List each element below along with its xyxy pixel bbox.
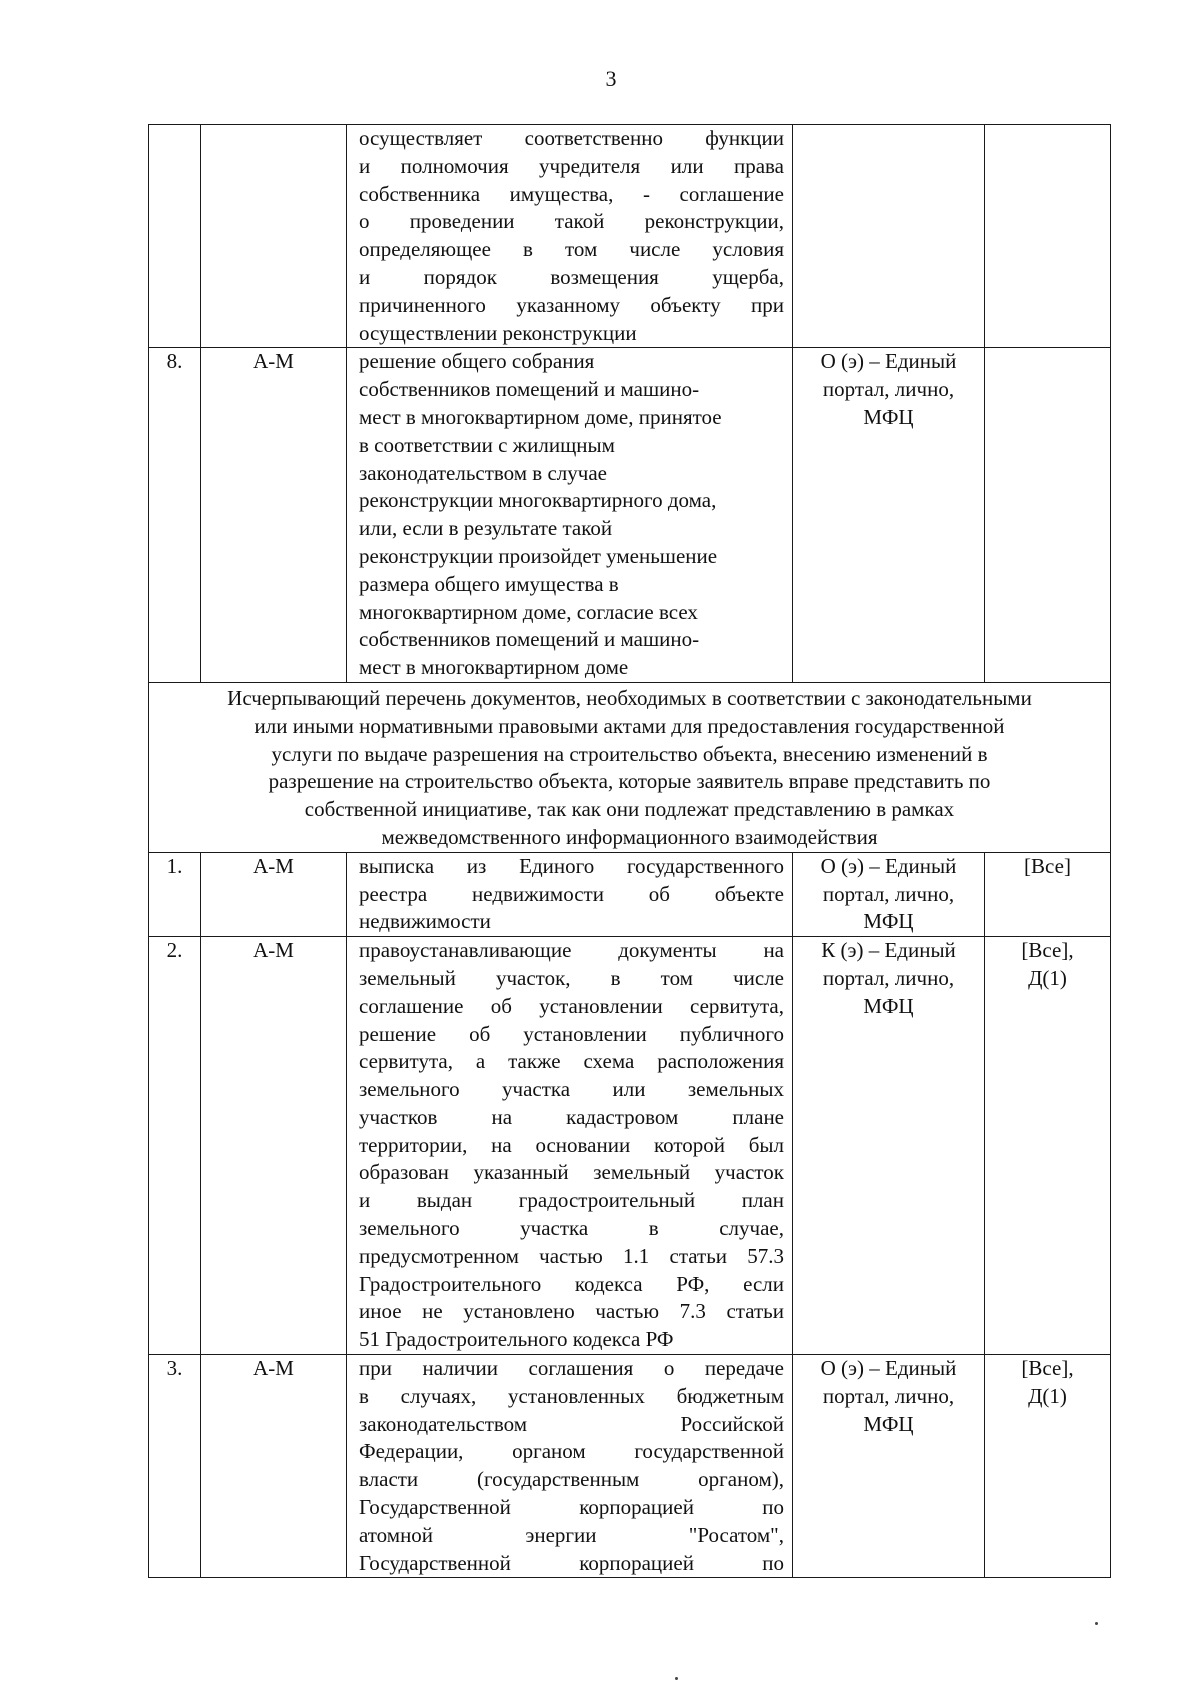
description-line: правоустанавливающие документы на (359, 938, 784, 963)
condition-line: [Все], (1021, 938, 1074, 963)
source-line: МФЦ (863, 909, 914, 934)
row-code: А-М (201, 1355, 347, 1578)
description-line: недвижимости (359, 909, 491, 934)
row-code: А-М (201, 937, 347, 1355)
source-line: МФЦ (863, 404, 914, 429)
description-line: решение об установлении публичного (359, 1021, 784, 1046)
table-row (149, 1355, 1111, 1578)
description-line: размера общего имущества в (359, 571, 619, 596)
source-line: портал, лично, (822, 1383, 955, 1408)
description-line: в случаях, установленных бюджетным (359, 1383, 784, 1408)
row-conditions (985, 852, 1111, 936)
row-conditions (985, 125, 1111, 348)
description-line: законодательством в случае (359, 460, 607, 485)
scan-speck (675, 1677, 678, 1680)
row-description (347, 125, 793, 348)
row-description (347, 348, 793, 683)
scan-speck (1095, 1622, 1098, 1625)
description-line: реконструкции произойдет уменьшение (359, 543, 718, 568)
description-line: о проведении такой реконструкции, (359, 209, 784, 234)
description-line: мест в многоквартирном доме, принятое (359, 404, 722, 429)
row-source (793, 937, 985, 1355)
description-line: в соответствии с жилищным (359, 432, 615, 457)
description-line: реконструкции многоквартирного дома, (359, 488, 717, 513)
heading-line: разрешение на строительство объекта, которые заявитель вправе представить по (268, 769, 991, 794)
description-line: собственников помещений и машино- (359, 377, 700, 402)
row-conditions (985, 348, 1111, 683)
source-line: портал, лично, (822, 881, 955, 906)
heading-line: Исчерпывающий перечень документов, необходимых в соответствии с законодательными (227, 685, 1032, 710)
description-line: Федерации, органом государственной (359, 1439, 784, 1464)
description-line: многоквартирном доме, согласие всех (359, 599, 698, 624)
heading-line: или иными нормативными правовыми актами для предоставления государственной (254, 713, 1005, 738)
row-number: 8. (149, 348, 201, 683)
description-line: осуществлении реконструкции (359, 320, 637, 345)
condition-line: Д(1) (1028, 965, 1067, 990)
condition-line: [Все], (1021, 1356, 1074, 1381)
description-line: земельный участок, в том числе (359, 965, 784, 990)
description-line: мест в многоквартирном доме (359, 655, 629, 680)
documents-table (148, 124, 1111, 1578)
description-line: причиненного указанному объекту при (359, 292, 784, 317)
row-number: 3. (149, 1355, 201, 1578)
table-row (149, 937, 1111, 1355)
source-line: О (э) – Единый (820, 853, 957, 878)
row-code: А-М (201, 348, 347, 683)
condition-line: [Все] (1024, 853, 1071, 878)
section-heading (149, 682, 1111, 852)
page-number: 3 (605, 66, 617, 91)
description-line: власти (государственным органом), (359, 1467, 784, 1492)
row-conditions (985, 937, 1111, 1355)
description-line: при наличии соглашения о передаче (359, 1356, 784, 1381)
description-line: сервитута, а также схема расположения (359, 1049, 784, 1074)
heading-line: услуги по выдаче разрешения на строительство объекта, внесению изменений в (271, 741, 988, 766)
condition-line: Д(1) (1028, 1383, 1067, 1408)
description-line: реестра недвижимости об объекте (359, 881, 784, 906)
row-source (793, 125, 985, 348)
heading-line: собственной инициативе, так как они подлежат представлению в рамках (304, 797, 955, 822)
row-description (347, 852, 793, 936)
description-line: атомной энергии "Росатом", (359, 1522, 784, 1547)
section-heading-row (149, 682, 1111, 852)
description-line: 51 Градостроительного кодекса РФ (359, 1327, 674, 1352)
source-line: портал, лично, (822, 377, 955, 402)
description-line: иное не установлено частью 7.3 статьи (359, 1299, 784, 1324)
row-source (793, 1355, 985, 1578)
row-code: А-М (201, 852, 347, 936)
description-line: решение общего собрания (359, 349, 595, 374)
description-line: и полномочия учредителя или права (359, 153, 784, 178)
description-line: земельного участка в случае, (359, 1216, 784, 1241)
description-line: Государственной корпорацией по (359, 1495, 784, 1520)
description-line: соглашение об установлении сервитута, (359, 993, 784, 1018)
description-line: определяющее в том числе условия (359, 237, 784, 262)
description-line: участков на кадастровом плане (359, 1104, 784, 1129)
description-line: выписка из Единого государственного (359, 853, 784, 878)
description-line: Градостроительного кодекса РФ, если (359, 1271, 784, 1296)
table-row (149, 125, 1111, 348)
row-description (347, 1355, 793, 1578)
row-number: 1. (149, 852, 201, 936)
source-line: МФЦ (863, 993, 914, 1018)
source-line: О (э) – Единый (820, 349, 957, 374)
description-line: собственника имущества, - соглашение (359, 181, 784, 206)
row-number (149, 125, 201, 348)
description-line: образован указанный земельный участок (359, 1160, 784, 1185)
source-line: МФЦ (863, 1411, 914, 1436)
source-line: О (э) – Единый (820, 1356, 957, 1381)
description-line: земельного участка или земельных (359, 1077, 784, 1102)
heading-line: межведомственного информационного взаимодействия (381, 824, 878, 849)
description-line: и выдан градостроительный план (359, 1188, 784, 1213)
source-line: портал, лично, (822, 965, 955, 990)
description-line: территории, на основании которой был (359, 1132, 784, 1157)
row-code (201, 125, 347, 348)
description-line: и порядок возмещения ущерба, (359, 264, 784, 289)
description-line: Государственной корпорацией по (359, 1550, 784, 1575)
row-source (793, 348, 985, 683)
description-line: собственников помещений и машино- (359, 627, 700, 652)
row-description (347, 937, 793, 1355)
description-line: осуществляет соответственно функции (359, 126, 784, 150)
table-row (149, 852, 1111, 936)
row-number: 2. (149, 937, 201, 1355)
source-line: К (э) – Единый (821, 938, 956, 963)
description-line: предусмотренном частью 1.1 статьи 57.3 (359, 1243, 784, 1268)
description-line: законодательством Российской (359, 1411, 784, 1436)
row-conditions (985, 1355, 1111, 1578)
description-line: или, если в результате такой (359, 516, 613, 541)
table-row (149, 348, 1111, 683)
row-source (793, 852, 985, 936)
